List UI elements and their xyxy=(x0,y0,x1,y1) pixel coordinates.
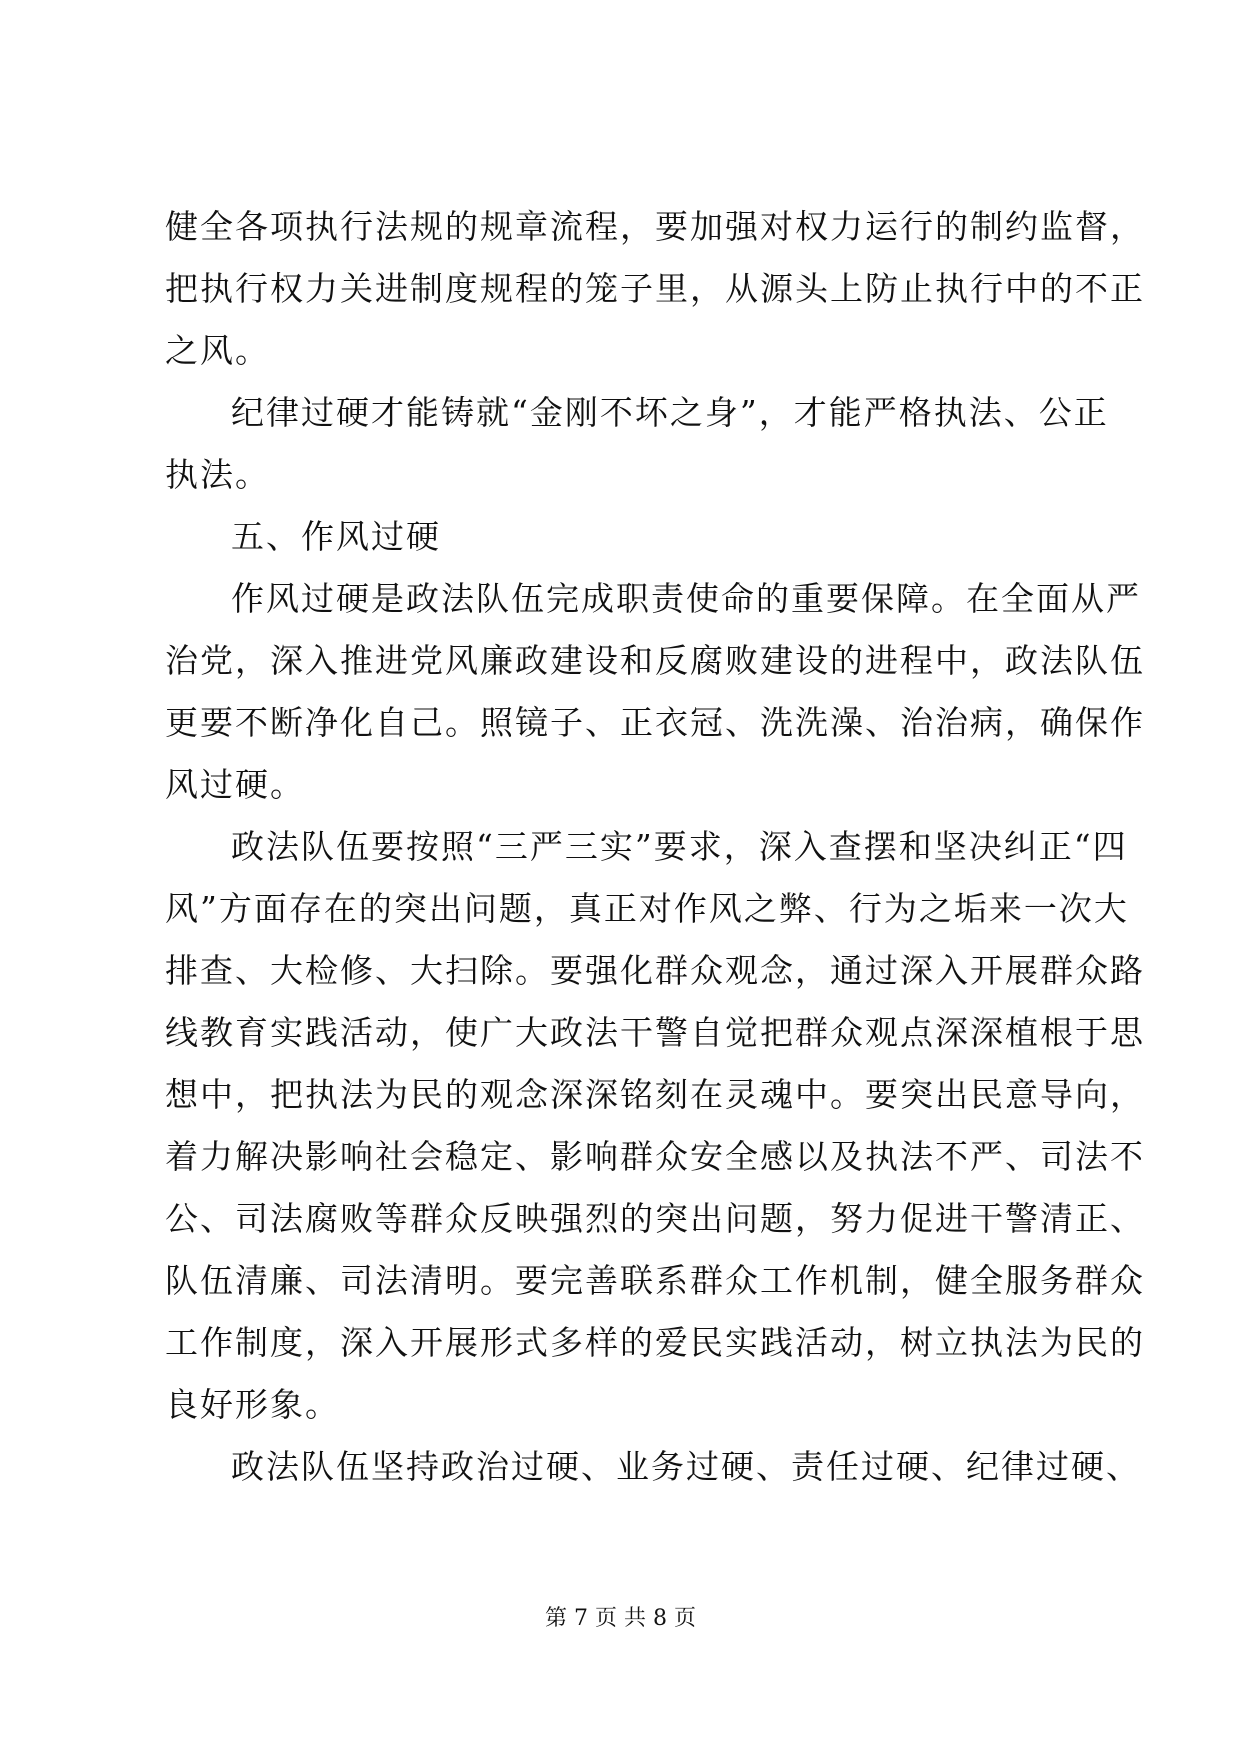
section-heading: 五、作风过硬 xyxy=(231,517,441,556)
page-number-footer: 第 7 页 共 8 页 xyxy=(545,1606,696,1631)
text-line: 线教育实践活动，使广大政法干警自觉把群众观点深深植根于思 xyxy=(165,1013,1145,1052)
text-line: 执法。 xyxy=(165,455,270,494)
text-line: 把执行权力关进制度规程的笼子里，从源头上防止执行中的不正 xyxy=(165,269,1145,308)
text-line: 治党，深入推进党风廉政建设和反腐败建设的进程中，政法队伍 xyxy=(165,641,1145,680)
text-line: 健全各项执行法规的规章流程，要加强对权力运行的制约监督， xyxy=(165,207,1145,246)
text-line: 纪律过硬才能铸就“金刚不坏之身”，才能严格执法、公正 xyxy=(231,393,1109,432)
text-line: 排查、大检修、大扫除。要强化群众观念，通过深入开展群众路 xyxy=(165,951,1145,990)
text-line: 风”方面存在的突出问题，真正对作风之弊、行为之垢来一次大 xyxy=(165,889,1129,928)
text-line: 着力解决影响社会稳定、影响群众安全感以及执法不严、司法不 xyxy=(165,1137,1145,1176)
text-line: 政法队伍要按照“三严三实”要求，深入查摆和坚决纠正“四 xyxy=(231,827,1128,866)
text-line: 风过硬。 xyxy=(165,765,305,804)
text-line: 作风过硬是政法队伍完成职责使命的重要保障。在全面从严 xyxy=(231,579,1141,618)
text-line: 队伍清廉、司法清明。要完善联系群众工作机制，健全服务群众 xyxy=(165,1261,1145,1300)
text-line: 公、司法腐败等群众反映强烈的突出问题，努力促进干警清正、 xyxy=(165,1199,1145,1238)
document-body xyxy=(165,196,1145,1498)
text-line: 想中，把执法为民的观念深深铭刻在灵魂中。要突出民意导向， xyxy=(165,1075,1145,1114)
text-line: 工作制度，深入开展形式多样的爱民实践活动，树立执法为民的 xyxy=(165,1323,1145,1362)
text-line: 更要不断净化自己。照镜子、正衣冠、洗洗澡、治治病，确保作 xyxy=(165,703,1145,742)
text-line: 之风。 xyxy=(165,331,270,370)
text-line: 良好形象。 xyxy=(165,1385,340,1424)
text-line: 政法队伍坚持政治过硬、业务过硬、责任过硬、纪律过硬、 xyxy=(231,1447,1141,1486)
